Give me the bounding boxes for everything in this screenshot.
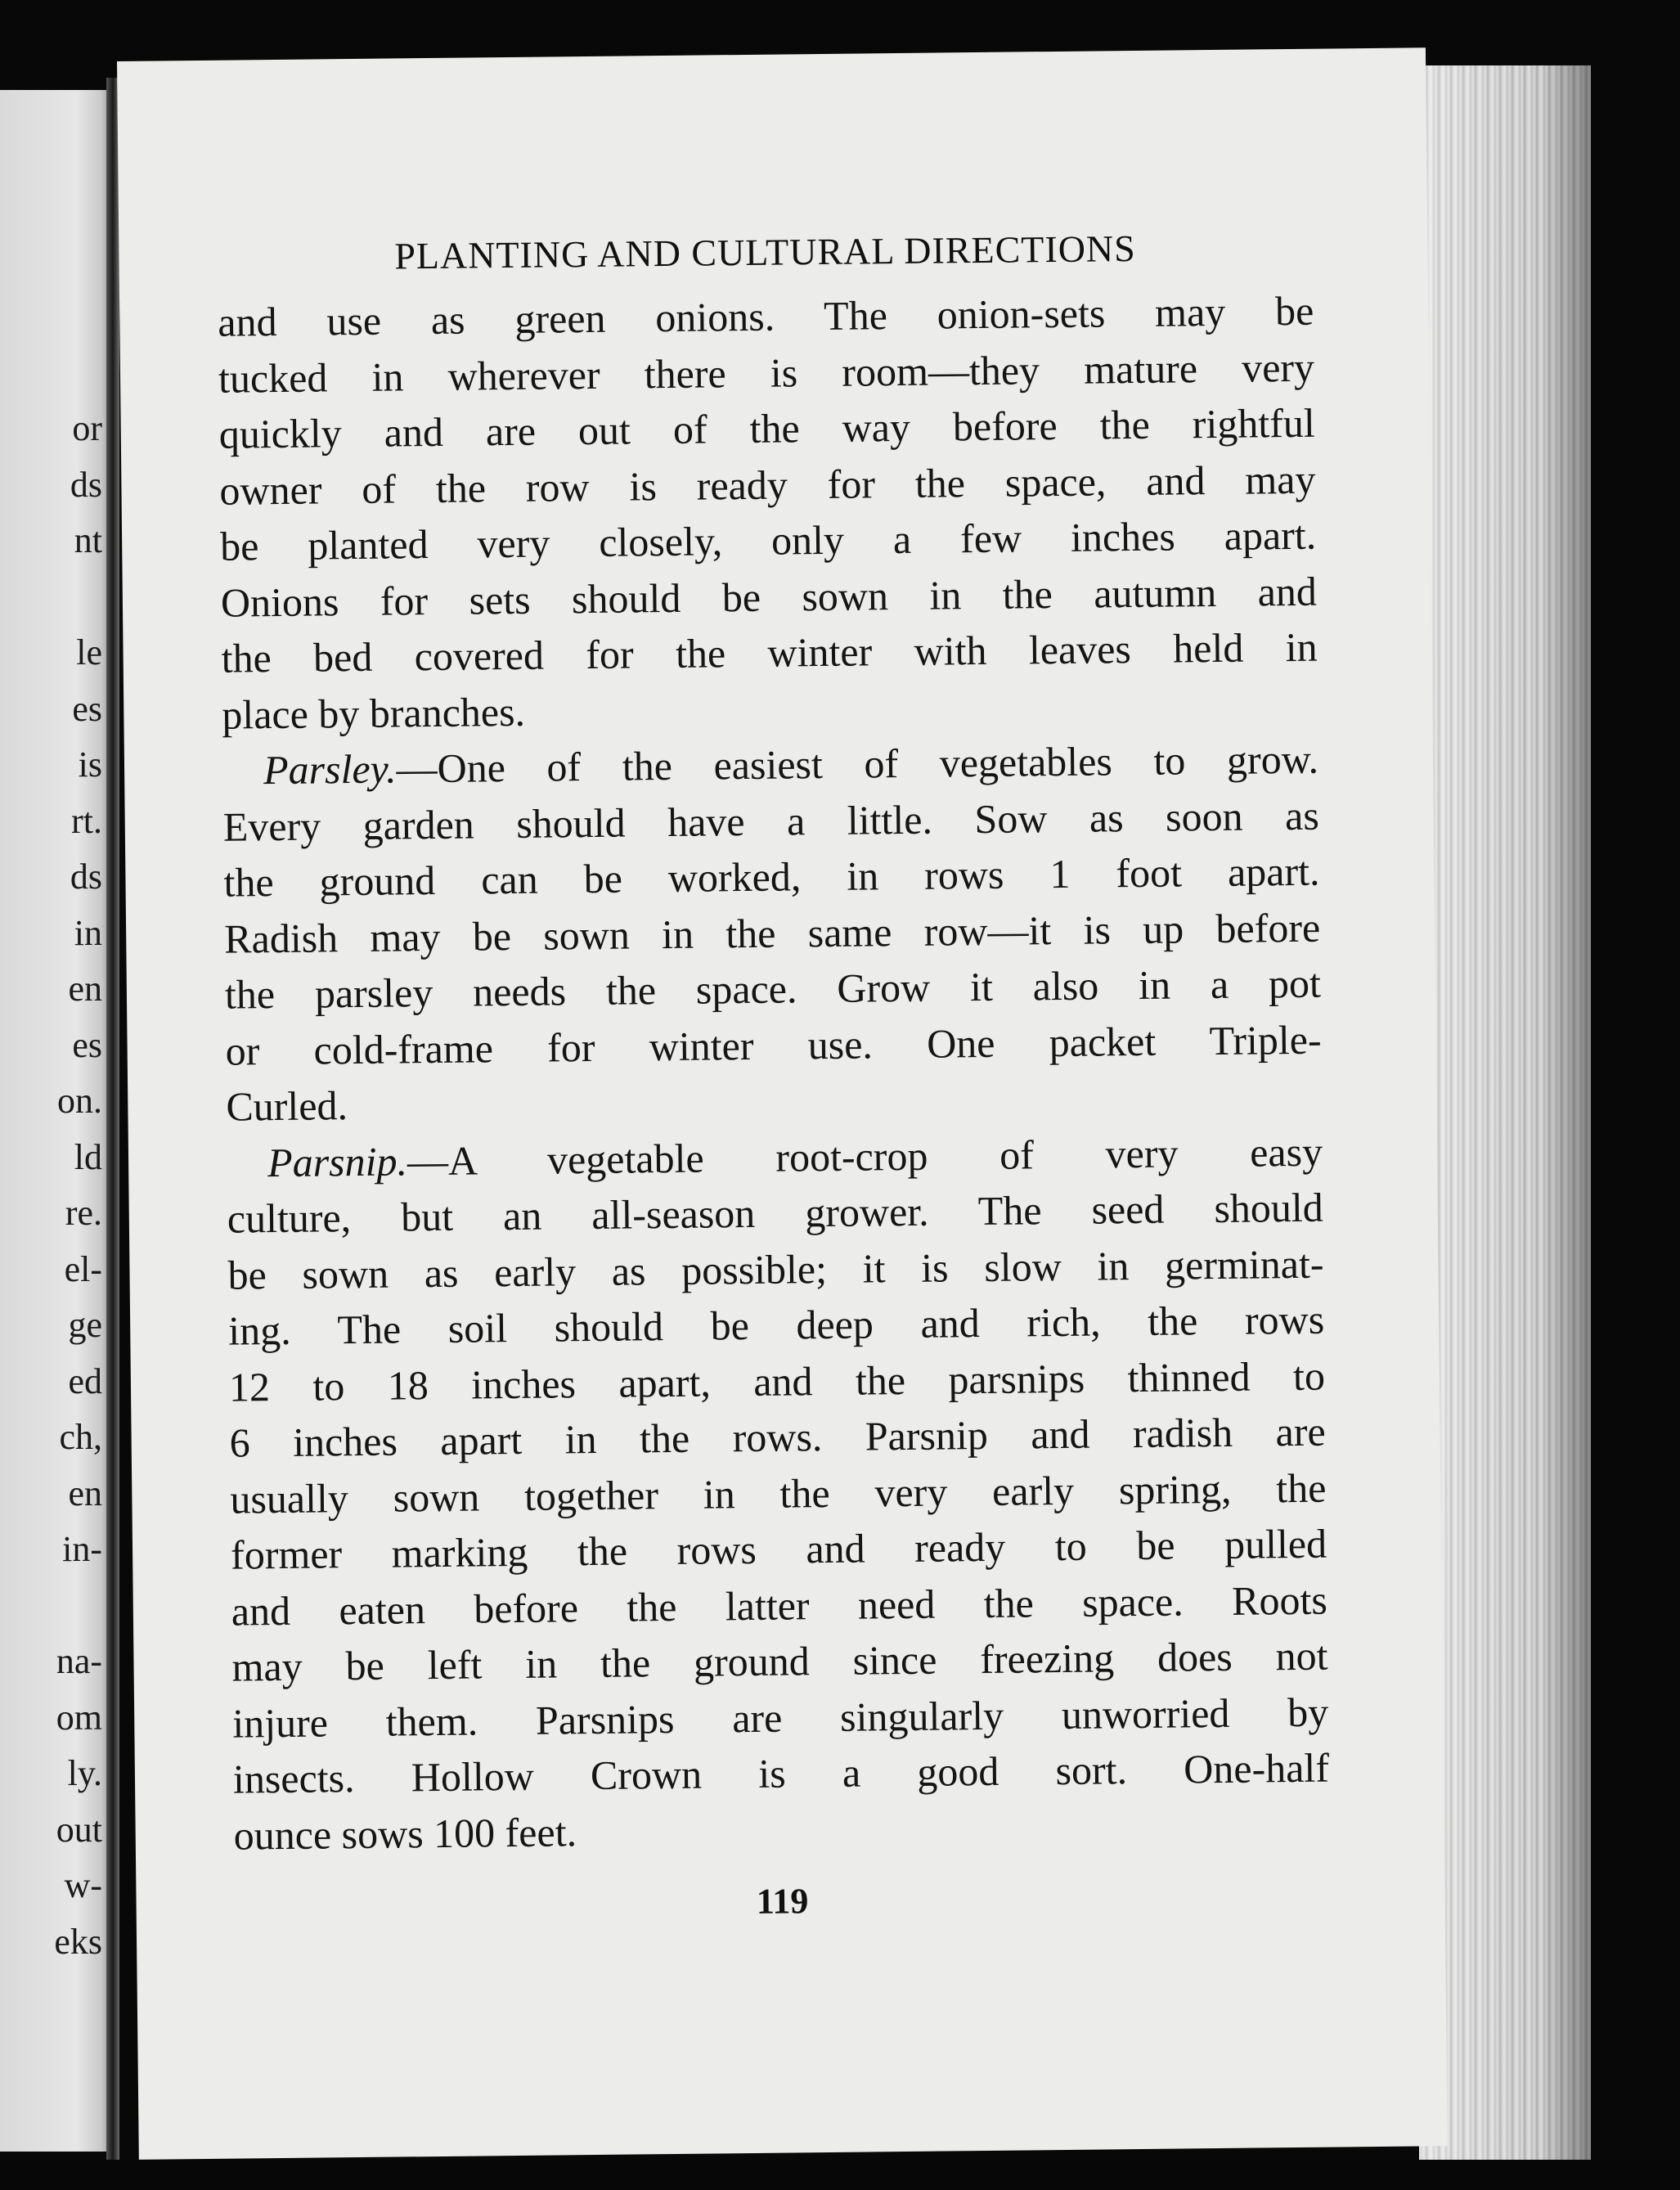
- page-edges-shade: [1419, 65, 1591, 2160]
- line-text: the bed covered for the winter with leaves held in: [221, 623, 1318, 681]
- left-fragment: le: [76, 632, 102, 672]
- line-text: Every garden should have a little. Sow as soon as: [222, 792, 1320, 850]
- line-text: the ground can be worked, in rows 1 foot apart.: [223, 848, 1320, 906]
- page-content: [217, 225, 1331, 1928]
- left-fragment: [0, 1578, 102, 1635]
- line-text: tucked in wherever there is room—they mature very: [218, 344, 1315, 402]
- line-text: place by branches.: [222, 688, 526, 738]
- line-text: or cold-frame for winter use. One packet Triple-: [225, 1016, 1322, 1074]
- left-fragment: ds: [70, 464, 102, 505]
- left-fragment: ld: [74, 1136, 102, 1177]
- line-text: be planted very closely, only a few inches apart.: [219, 511, 1317, 569]
- left-fragment: rt.: [71, 800, 102, 841]
- left-fragment: in: [74, 912, 102, 953]
- line-text: ounce sows 100 feet.: [233, 1808, 577, 1859]
- left-fragment: ge: [68, 1305, 102, 1345]
- entry-heading: Parsley.: [263, 745, 397, 794]
- line-text: and eaten before the latter need the space. Roots: [231, 1576, 1328, 1635]
- text-line: [221, 619, 1318, 687]
- left-fragment: na-: [56, 1641, 102, 1681]
- left-fragment: in-: [62, 1529, 102, 1569]
- line-text: 6 inches apart in the rows. Parsnip and radish are: [229, 1408, 1326, 1466]
- line-text: insects. Hollow Crown is a good sort. One-half: [232, 1744, 1330, 1802]
- text-line: [225, 1011, 1322, 1079]
- left-fragment: om: [56, 1697, 102, 1738]
- line-text: culture, but an all-season grower. The seed should: [227, 1184, 1324, 1242]
- body-text: [218, 283, 1330, 1864]
- entry-heading: Parsnip.: [267, 1137, 408, 1185]
- line-text: the parsley needs the space. Grow it also in a pot: [224, 960, 1322, 1018]
- left-fragment: or: [72, 408, 102, 448]
- text-line: [233, 1796, 1330, 1864]
- line-text: former marking the rows and ready to be pulled: [230, 1520, 1327, 1578]
- right-page: [117, 47, 1448, 2160]
- left-fragment: es: [72, 1024, 102, 1065]
- left-page-text-fragments: [0, 401, 102, 1970]
- paragraph: [222, 731, 1323, 1135]
- left-fragment: en: [68, 969, 102, 1009]
- left-fragment: eks: [54, 1921, 102, 1962]
- left-fragment: ch,: [59, 1417, 102, 1457]
- line-text: usually sown together in the very early spring, the: [230, 1464, 1327, 1522]
- text-line: [233, 1740, 1330, 1808]
- line-text: Curled.: [226, 1082, 348, 1130]
- left-fragment: re.: [65, 1193, 102, 1233]
- left-fragment: nt: [74, 520, 102, 560]
- line-text: may be left in the ground since freezing does not: [231, 1632, 1328, 1690]
- left-fragment: on.: [57, 1081, 102, 1121]
- line-text: quickly and are out of the way before the rightful: [218, 399, 1315, 457]
- book-gutter: [106, 78, 119, 2160]
- line-text: —One of the easiest of vegetables to grow.: [396, 735, 1319, 792]
- line-text: —A vegetable root-crop of very easy: [407, 1128, 1323, 1184]
- left-fragment: [0, 569, 102, 626]
- line-text: be sown as early as possible; it is slow in germinat-: [227, 1240, 1324, 1298]
- line-text: owner of the row is ready for the space, and may: [219, 456, 1316, 514]
- left-fragment: el-: [64, 1248, 102, 1289]
- film-bottom-border: [0, 2160, 1680, 2190]
- line-text: ing. The soil should be deep and rich, the rows: [227, 1296, 1325, 1354]
- left-fragment: w-: [64, 1865, 102, 1905]
- left-fragment: ed: [68, 1360, 102, 1401]
- line-text: Radish may be sown in the same row—it is up before: [223, 904, 1321, 962]
- line-text: injure them. Parsnips are singularly unworried by: [231, 1689, 1329, 1747]
- paragraph: [218, 283, 1318, 743]
- left-fragment: es: [72, 688, 102, 729]
- left-fragment: en: [68, 1473, 102, 1513]
- left-page: [0, 90, 110, 2152]
- line-text: and use as green onions. The onion-sets may be: [218, 287, 1314, 345]
- line-text: Onions for sets should be sown in the autumn and: [220, 568, 1318, 626]
- left-fragment: is: [78, 744, 102, 785]
- paragraph: [227, 1123, 1330, 1863]
- left-fragment: ds: [70, 857, 102, 897]
- left-fragment: out: [56, 1809, 102, 1850]
- page-number: 119: [756, 1881, 809, 1922]
- left-fragment: ly.: [67, 1753, 102, 1793]
- line-text: 12 to 18 inches apart, and the parsnips thinned to: [228, 1352, 1326, 1410]
- running-head: PLANTING AND CULTURAL DIRECTIONS: [394, 227, 1136, 277]
